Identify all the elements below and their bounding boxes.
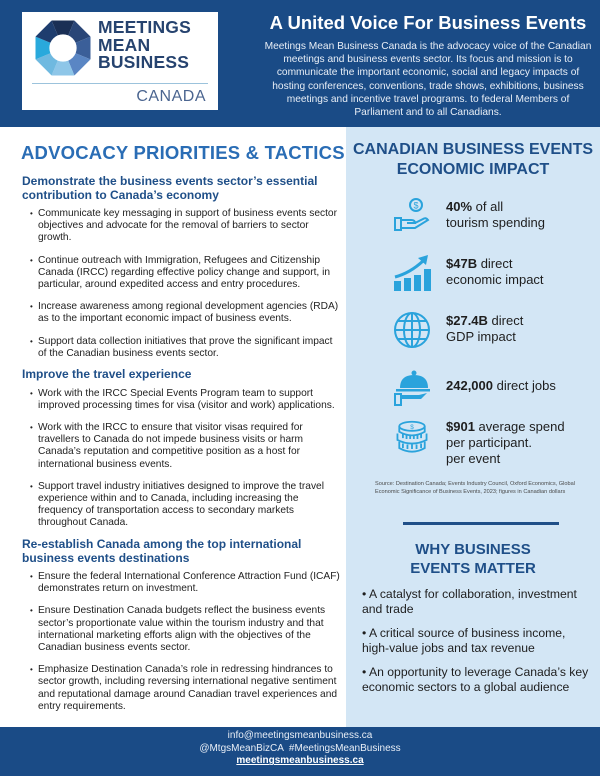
globe-icon — [392, 310, 432, 350]
list-item: • Ensure Destination Canada budgets reflect the business events sector’s proportionate value within the tourism industry and that international marketing efforts align with the objectives of the Canadian business events sector. — [30, 605, 340, 654]
bullet-list — [30, 388, 340, 530]
list-item: • Support travel industry initiatives designed to improve the travel experience within and to Canada, including increasing the frequency of transportation access to secondary markets throughout Canada. — [30, 481, 340, 530]
section-destinations — [22, 538, 340, 723]
svg-text:$: $ — [413, 200, 419, 211]
social-handles: @MtgsMeanBizCA #MeetingsMeanBusiness — [199, 742, 401, 754]
list-item: • A critical source of business income, high-value jobs and tax revenue — [362, 626, 566, 655]
stat-label: average spend — [474, 419, 565, 434]
logo-wordmark — [98, 19, 191, 72]
why-list — [362, 587, 594, 704]
section-title: Demonstrate the business events sector’s essential contribution to Canada’s economy — [22, 174, 318, 202]
section-title: Improve the travel experience — [22, 367, 192, 381]
svg-text:$: $ — [410, 424, 414, 431]
stat-label: direct — [477, 256, 513, 271]
impact-title: CANADIAN BUSINESS EVENTS ECONOMIC IMPACT — [352, 141, 594, 178]
list-item: • Emphasize Destination Canada’s role in redressing hindrances to sector growth, including reversing international negative sentiment and reputational damage around Canadian travel experiences and entry requirements. — [30, 664, 340, 713]
stat-label: per participant. — [446, 435, 532, 450]
list-item: • Support data collection initiatives that prove the significant impact of the Canadian business events sector. — [30, 336, 340, 360]
octagon-logo-icon — [32, 17, 94, 79]
page-title: A United Voice For Business Events — [269, 12, 587, 33]
section-title: Re-establish Canada among the top international business events destinations — [22, 537, 302, 565]
stat-economic-impact — [346, 253, 600, 303]
stat-text — [446, 419, 596, 467]
list-item: • Increase awareness among regional development agencies (RDA) as to the important economic impact of business events. — [30, 301, 340, 325]
section-travel — [22, 368, 340, 540]
section-divider — [403, 522, 559, 525]
logo-word: MEETINGS — [98, 17, 191, 37]
stat-text — [446, 378, 596, 394]
growth-chart-icon — [392, 253, 432, 293]
stat-label: of all — [472, 199, 504, 214]
stat-label: GDP impact — [446, 329, 516, 344]
stat-gdp-impact — [346, 310, 600, 360]
stat-label: direct jobs — [493, 378, 556, 393]
website-link[interactable]: meetingsmeanbusiness.ca — [236, 755, 364, 767]
service-cloche-icon — [392, 367, 432, 407]
list-item: • An opportunity to leverage Canada’s key economic sectors to a global audience — [362, 665, 589, 694]
stat-label: tourism spending — [446, 215, 545, 230]
section-economy — [22, 175, 340, 370]
header-banner — [0, 0, 600, 127]
logo-word: MEAN — [98, 34, 151, 55]
why-title-line: EVENTS MATTER — [410, 560, 536, 577]
stat-text — [446, 199, 596, 231]
contact-email[interactable]: info@meetingsmeanbusiness.ca — [227, 730, 373, 741]
why-title — [346, 540, 600, 578]
list-item: • Ensure the federal International Conference Attraction Fund (ICAF) demonstrates return on investment. — [30, 571, 340, 595]
stat-tourism-spending — [346, 196, 600, 246]
bullet-list — [30, 208, 340, 360]
hand-coin-icon — [392, 196, 432, 236]
stat-value: 242,000 — [446, 378, 493, 393]
coin-stack-icon — [392, 419, 432, 459]
why-title-line: WHY BUSINESS — [415, 541, 531, 558]
stat-direct-jobs — [346, 367, 600, 417]
stat-label: per event — [446, 451, 501, 466]
logo-divider — [32, 83, 208, 84]
stat-value: $27.4B — [446, 313, 488, 328]
stat-value: 40% — [446, 199, 473, 214]
stat-value: $47B — [446, 256, 478, 271]
footer — [0, 727, 600, 776]
stat-text — [446, 256, 596, 288]
stat-average-spend — [346, 419, 600, 469]
list-item: • Continue outreach with Immigration, Refugees and Citizenship Canada (IRCC) regarding effective policy change and support, in particular, around expedited access and entry procedures. — [30, 255, 340, 292]
impact-panel — [346, 127, 600, 727]
logo-country: CANADA — [136, 88, 206, 105]
logo-word: BUSINESS — [98, 52, 190, 72]
stat-label: economic impact — [446, 272, 544, 287]
header-description: Meetings Mean Business Canada is the advocacy voice of the Canadian meetings and business events sector. Its focus and mission is to communicate the important economic, social and legacy impacts of hosting conferences, conventions, trade shows, exhibitions, business meetings and incentive travel programs. to federal Members of Parliament and to all Canadians. — [264, 41, 592, 119]
stat-value: $901 — [446, 419, 475, 434]
logo — [22, 12, 218, 110]
stat-text — [446, 313, 596, 345]
list-item: • Work with the IRCC to ensure that visitor visas required for travellers to Canada do not impede business visits or harm Canada’s reputation and competitive position as a host for international business events. — [30, 422, 340, 471]
bullet-list — [30, 571, 340, 713]
source-note: Source: Destination Canada; Events Industry Council, Oxford Economics, Global Economic Significance of Business Events, 2023; figures in Canadian dollars — [375, 481, 575, 495]
stat-label: direct — [487, 313, 524, 328]
list-item: • Work with the IRCC Special Events Program team to support improved processing times for visa (visitor and work) applications. — [30, 388, 340, 412]
advocacy-title: ADVOCACY PRIORITIES & TACTICS — [21, 142, 345, 163]
list-item: • Communicate key messaging in support of business events sector objectives and advocate for the removal of barriers to sector growth. — [30, 208, 340, 245]
list-item: • A catalyst for collaboration, investment and trade — [362, 587, 577, 616]
